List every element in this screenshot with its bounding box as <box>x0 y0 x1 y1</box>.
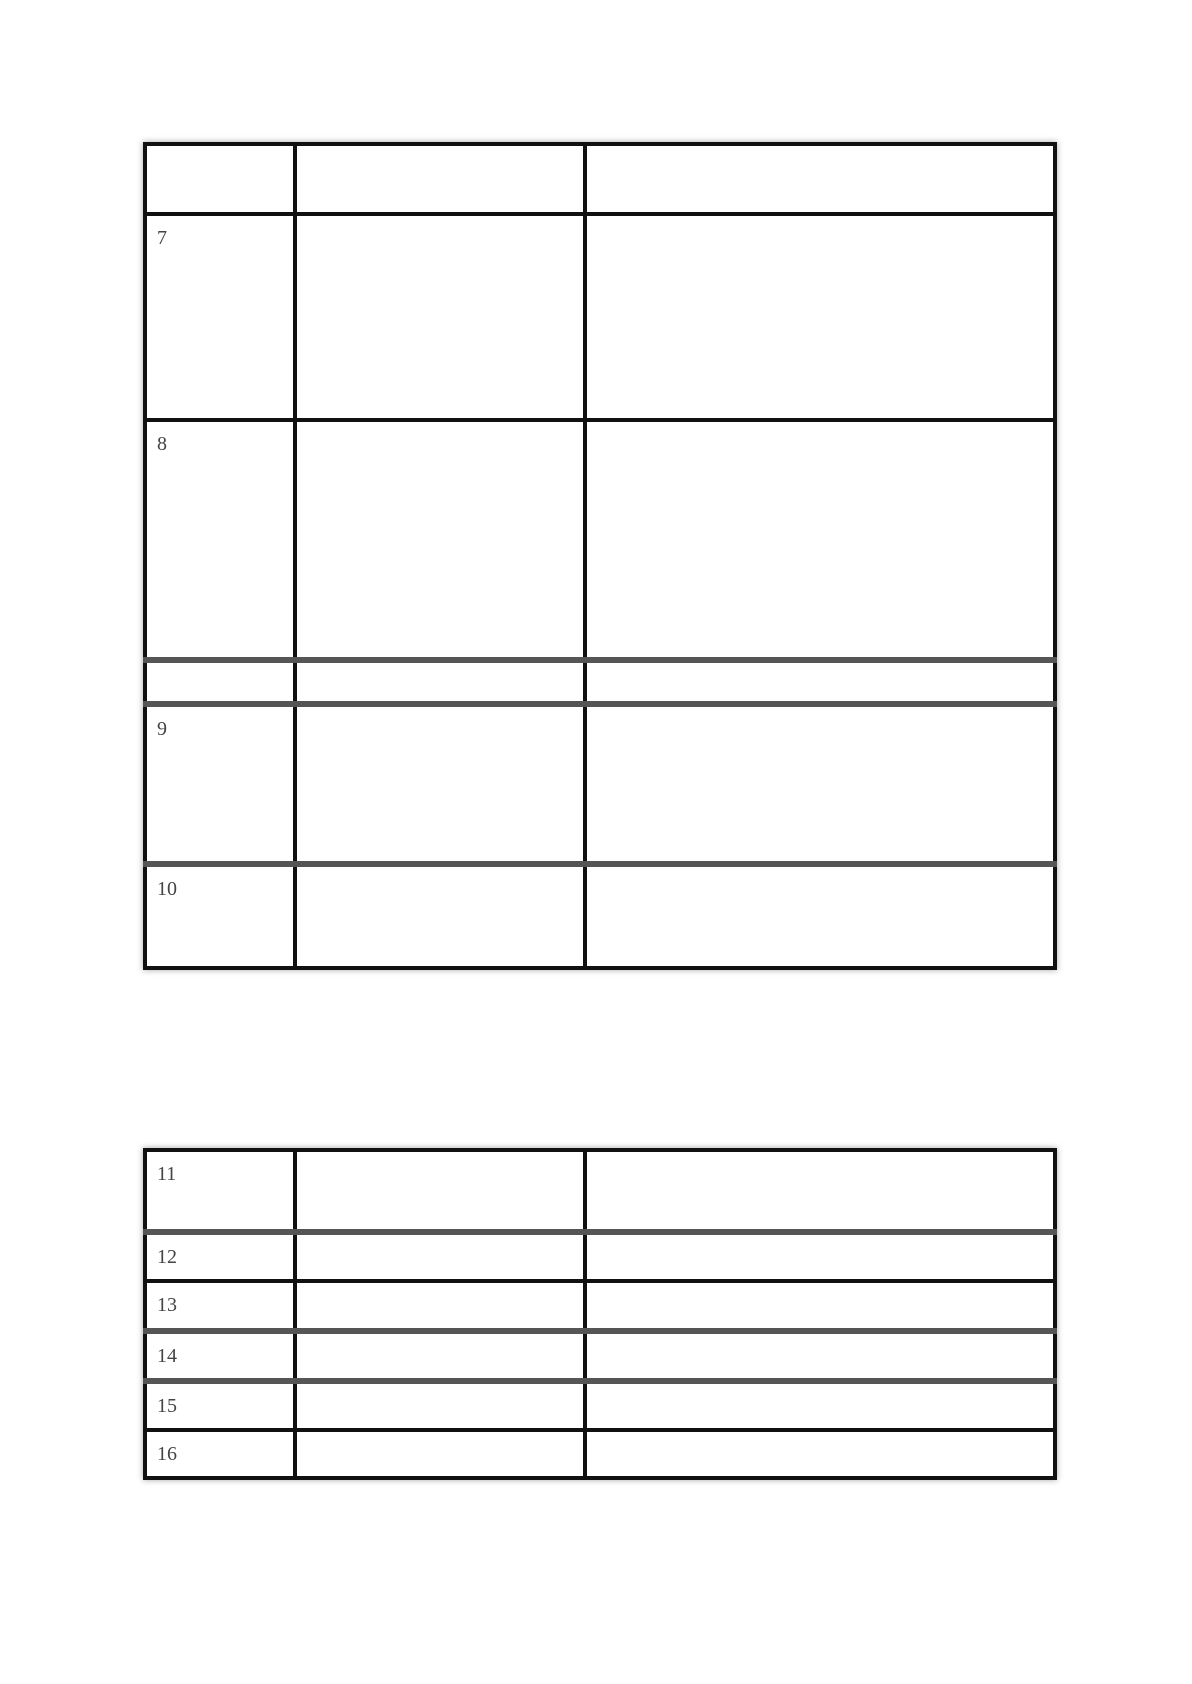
table-row <box>145 420 1055 660</box>
topic-cell <box>585 1232 1055 1281</box>
date-cell <box>295 1381 585 1430</box>
table-row <box>145 214 1055 420</box>
topic-cell <box>585 1381 1055 1430</box>
week-cell: 15 <box>145 1381 295 1430</box>
week-cell: 13 <box>145 1281 295 1331</box>
date-cell <box>295 1331 585 1381</box>
table-row <box>145 704 1055 864</box>
schedule-table-part-2 <box>143 142 1057 970</box>
table-row <box>145 1150 1055 1232</box>
date-cell <box>295 660 585 704</box>
schedule-table-part-3 <box>143 1148 1057 1480</box>
week-cell: 8 <box>145 420 295 660</box>
table-row <box>145 1430 1055 1478</box>
date-cell <box>295 1232 585 1281</box>
date-cell <box>295 704 585 864</box>
table-row <box>145 144 1055 214</box>
topic-cell <box>585 1281 1055 1331</box>
date-cell <box>295 420 585 660</box>
week-cell <box>145 144 295 214</box>
table-row <box>145 660 1055 704</box>
table-row <box>145 1331 1055 1381</box>
week-cell: 14 <box>145 1331 295 1381</box>
date-cell <box>295 214 585 420</box>
topics-cell <box>585 660 1055 704</box>
topics-cell <box>585 704 1055 864</box>
table-row <box>145 1381 1055 1430</box>
date-cell <box>295 864 585 968</box>
week-cell: 10 <box>145 864 295 968</box>
date-cell <box>295 144 585 214</box>
topic-cell <box>585 1331 1055 1381</box>
table-row <box>145 1281 1055 1331</box>
table-row <box>145 864 1055 968</box>
week-cell <box>145 660 295 704</box>
week-cell: 7 <box>145 214 295 420</box>
date-cell <box>295 1150 585 1232</box>
week-cell: 12 <box>145 1232 295 1281</box>
week-cell: 9 <box>145 704 295 864</box>
week-cell: 16 <box>145 1430 295 1478</box>
week-cell: 11 <box>145 1150 295 1232</box>
date-cell <box>295 1430 585 1478</box>
topics-cell <box>585 420 1055 660</box>
topics-cell <box>585 864 1055 968</box>
topic-cell <box>585 1430 1055 1478</box>
date-cell <box>295 1281 585 1331</box>
topic-cell <box>585 1150 1055 1232</box>
table-row <box>145 1232 1055 1281</box>
topics-cell <box>585 214 1055 420</box>
topics-cell <box>585 144 1055 214</box>
